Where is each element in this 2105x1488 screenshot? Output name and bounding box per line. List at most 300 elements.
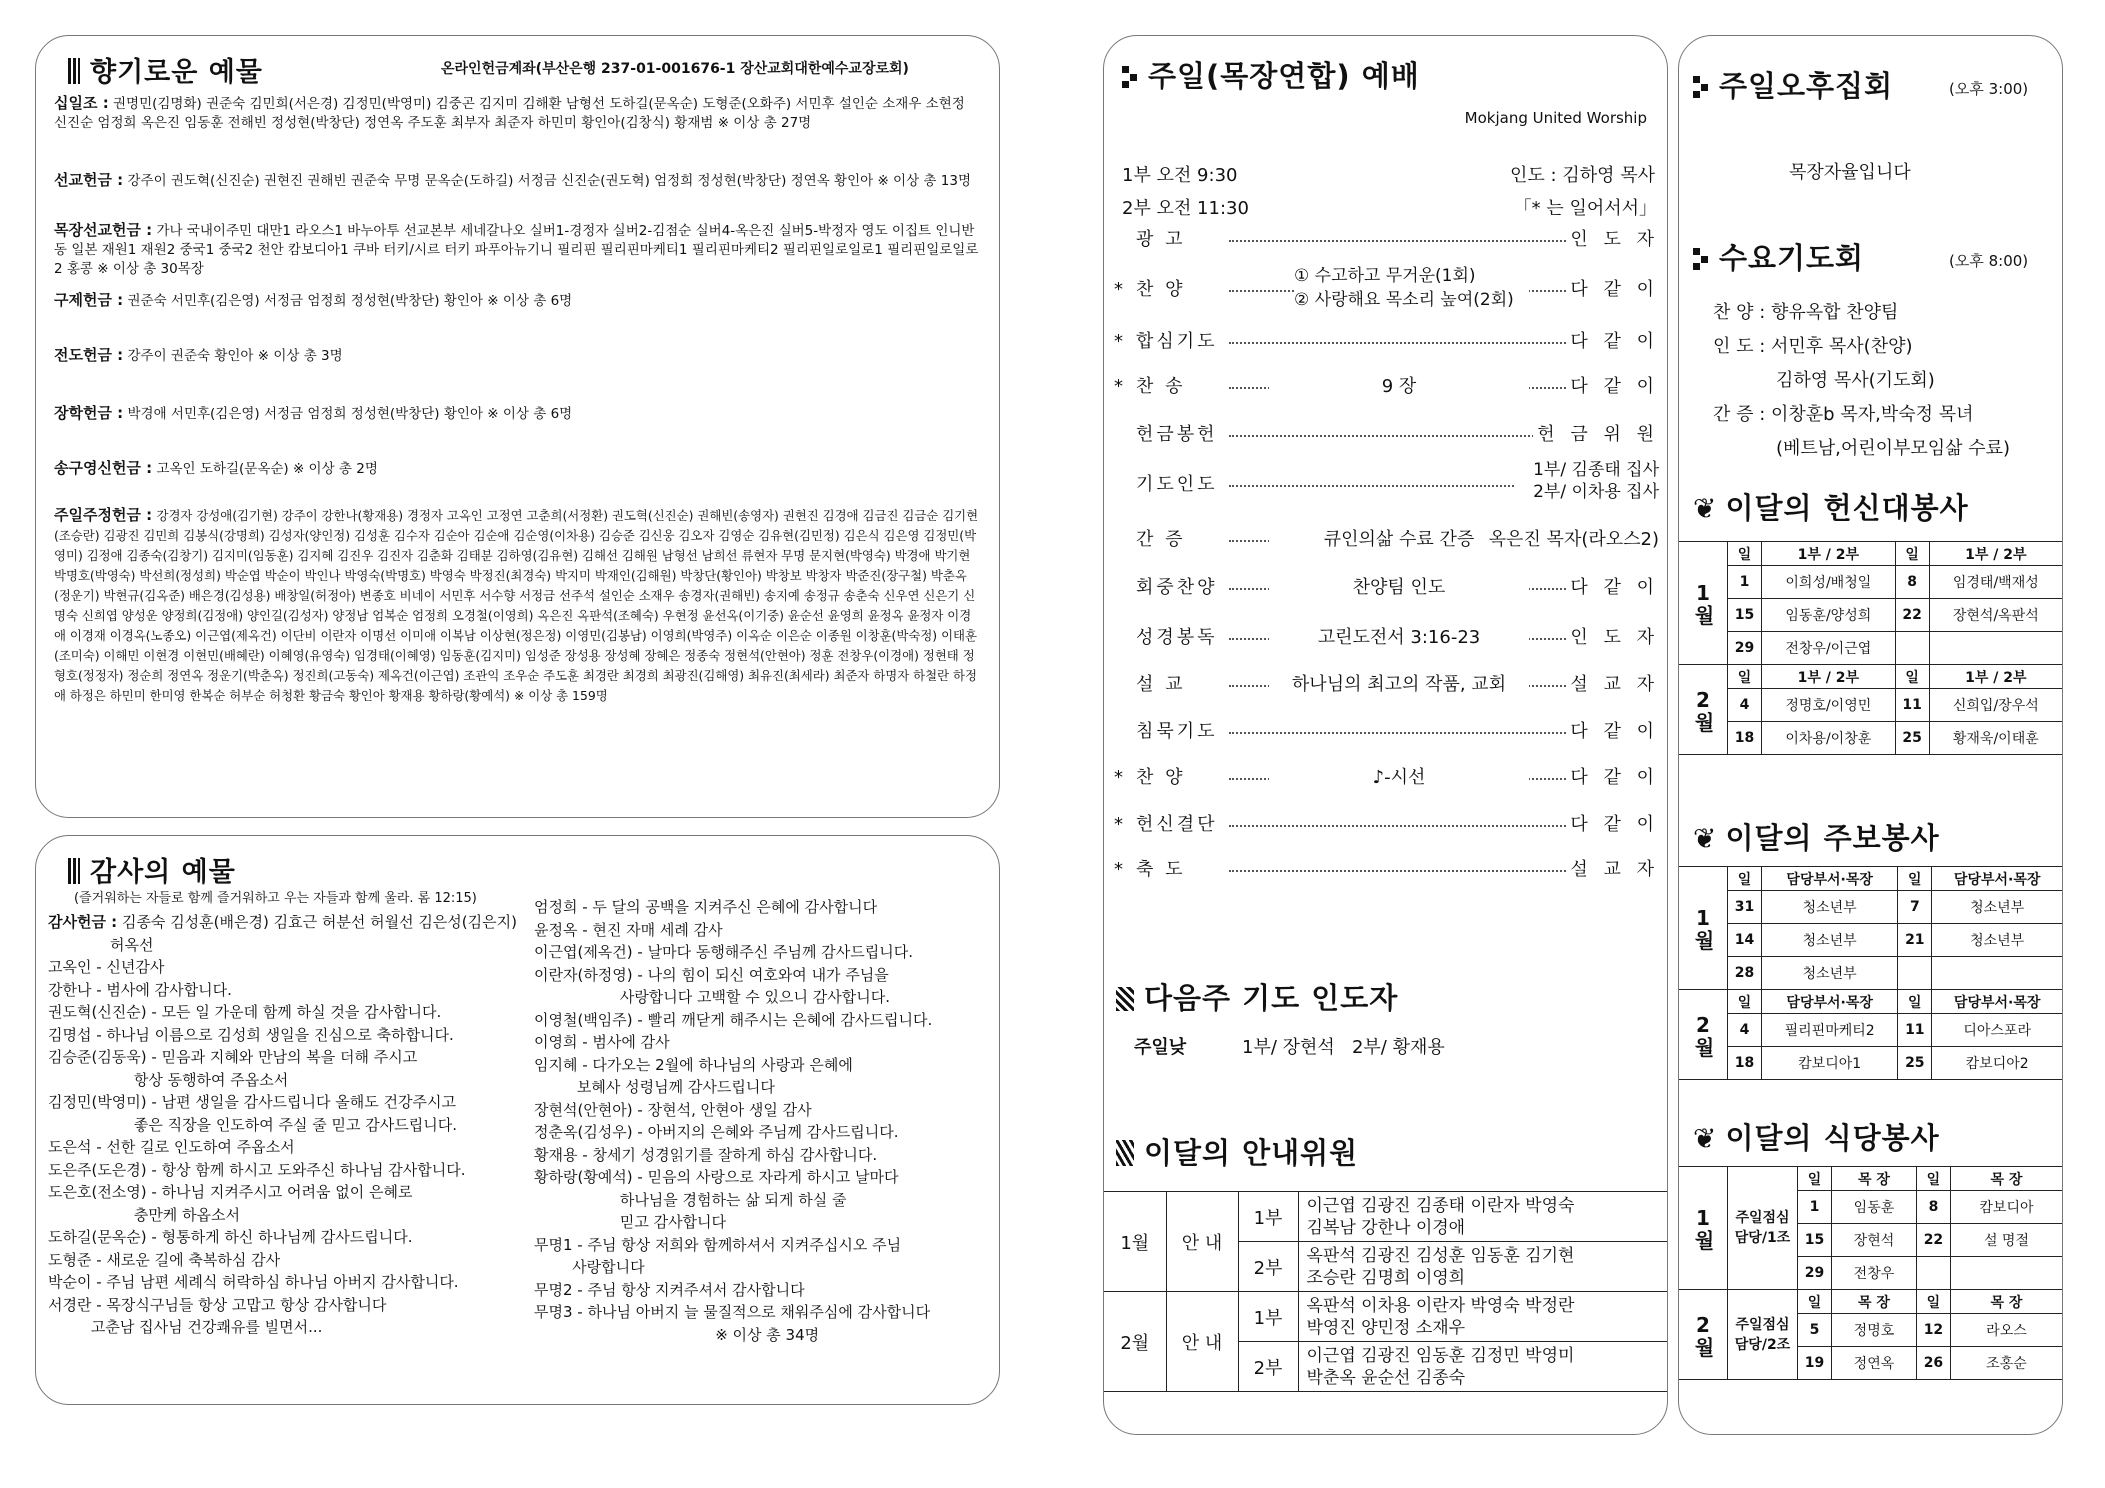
thanks-entry [534,1166,994,1234]
thanks-text: 도은석 - 선한 길로 인도하여 주옵소서 [48,1138,295,1156]
usher-month: 1월 [1104,1192,1166,1292]
thanks-entry [48,1294,518,1339]
header-cell: 일 [1728,990,1762,1014]
wednesday-line: 김하영 목사(기도회) [1713,370,1935,391]
service-item [1114,471,1218,499]
header-cell: 일 [1798,1167,1832,1191]
service-leader: 1부/ 김종태 집사 2부/ 이차용 집사 [1529,459,1659,503]
service-item [1114,811,1218,839]
service-content: ♪-시선 [1269,764,1529,792]
hatch-icon [1116,1140,1134,1166]
dot-leader [1229,342,1569,344]
thanks-entry [48,979,518,1002]
service-row [1114,226,1659,254]
service-content: ① 수고하고 무거운(1회) ② 사랑해요 목소리 높여(2회) [1294,264,1529,312]
service-item [1114,718,1218,746]
afternoon-title: 주일오후집회 [1693,64,1893,105]
table-cell: 31 [1728,891,1762,924]
afternoon-text: 목장자율입니다 [1789,162,1911,183]
service-leader: 인 도 자 [1566,624,1659,652]
table-cell: 29 [1728,632,1762,665]
time-1: 1부 오전 9:30 [1122,165,1238,186]
thanks-entry [48,1136,518,1159]
table-cell: 정명호/이영민 [1762,689,1896,722]
usher-row [1104,1292,1667,1342]
service-name: 찬 송 [1136,376,1186,397]
dot-leader [1229,240,1569,242]
right-panel [1678,35,2063,1435]
table-cell: 황재욱/이태훈 [1929,722,2062,755]
offering-names: 강주이 권준숙 황인아 ※ 이상 총 3명 [127,348,343,364]
thanks-panel [35,835,1000,1405]
table-row [1679,1047,2062,1080]
wednesday-details [1713,296,2010,466]
header-cell: 1부 / 2부 [1762,665,1896,689]
header-cell: 1부 / 2부 [1929,665,2062,689]
service-name: 광 고 [1136,229,1186,250]
hatch-icon [1116,987,1134,1011]
thanks-entry [48,1046,518,1091]
usher-names: 옥판석 김광진 김성훈 임동훈 김기현 조승란 김명희 이영희 [1298,1242,1667,1292]
header-cell: 일 [1898,867,1932,891]
usher-part: 2부 [1238,1242,1298,1292]
thanks-entry [534,919,994,942]
service-item [1114,856,1186,884]
table-cell: 라오스 [1950,1314,2062,1347]
table-cell: 필리핀마케티2 [1762,1014,1898,1047]
header-cell: 목 장 [1950,1290,2062,1314]
table-cell: 임경태/백재성 [1929,566,2062,599]
team-cell [1728,1290,1798,1380]
table-cell: 18 [1728,722,1762,755]
table-cell: 22 [1895,599,1929,632]
thanks-text: 이영철(백임주) - 빨리 깨닫게 해주시는 은혜에 감사드립니다. [534,1010,933,1029]
header-cell: 목 장 [1832,1167,1917,1191]
table-cell: 청소년부 [1762,957,1898,990]
table-cell: 임동훈 [1832,1191,1917,1224]
thanks-text: 무명3 - 하나님 아버지 늘 물질적으로 채워주심에 감사합니다 [534,1303,931,1321]
square-marker-icon [1122,66,1138,88]
leaf-icon: ❦ [1693,1122,1718,1155]
bar-icon [68,858,80,884]
header-cell: 일 [1916,1167,1950,1191]
table-cell: 14 [1728,924,1762,957]
service-name: 침묵기도 [1136,721,1218,742]
header-cell: 일 [1728,542,1762,566]
table-cell: 15 [1798,1224,1832,1257]
usher-part: 1부 [1238,1192,1298,1242]
thanks-text: 도형준 - 새로운 길에 축복하심 감사 [48,1250,281,1269]
table-cell: 25 [1895,722,1929,755]
service-row [1114,266,1659,310]
service-leader: 설 교 자 [1566,856,1659,884]
offering-names: 강경자 강성애(김기현) 강주이 강한나(황재용) 경정자 고옥인 고정연 고춘희(서정환) 권도혁(신진순) 권해빈(송영자) 권현진 김경애 김금진 김금순 김기현(조승란) 김광진 김민희 김봉식(강명희) 김성자(양인정) 김성훈 김수자 김순아 김순애 김순영(이차용) 김승준 김신웅 김오자 김영순 김유현(김민정) 김은식 김은영 김정민(박영미) 김정애 김종숙(김창기) 김지미(임동훈) 김지혜 김진우 김진자 김춘화 김태분 김하영(김유현) 김해선 김해원 남형선 남희선 류현자 무명 문지현(박영숙) 박경애 박기현 박명호(박영숙) 박선희(정성희) 박순엽 박순이 박인나 박영숙(박명호) 박영숙 박정진(최경숙) 박지미 박재인(김해원) 박창단(황인아) 박창보 박창자 박준진(장구철) 박춘옥(정운기) 박현규(김옥준) 배은경(김성용) 배창일(허정아) 변종호 비네이 서민후 서수향 서정금 선주석 설인순 소재우 송경자(권해빈) 송지예 송정규 송춘숙 신우연 신은기 신명숙 신희엽 양성운 양정희(김정애) 양인길(김성자) 양정남 엄복순 엄정희 오경철(이영희) 옥은진 옥판석(조혜숙) 우현정 윤선옥(이기중) 윤순선 윤영희 윤정옥 윤정자 이경애 이경재 이경옥(노종오) 이근엽(제옥건) 이단비 이란자 이명선 이미애 이복남 이상현(정은정) 이영민(김봉남) 이영희(박영주) 이옥순 이은순 이종원 이창훈(박숙정) 이태훈(조미숙) 이해민 이현경 이현민(배혜란) 이혜영(유영숙) 임경태(이혜영) 임동훈(김지미) 임성준 장성용 장성혜 장혜은 정종숙 정현석(안현아) 정훈 전창우(이경애) 정현태 정형호(정정자) 정순희 정연옥 정운기(박춘옥) 정진희(고동숙) 제옥건(이근엽) 조관익 조우순 주도훈 최경란 최경희 최광진(김해영) 최유진(최세라) 최준자 하명자 하철란 하정애 하정은 하민미 한미영 한복순 허부순 허청환 황금숙 황인아 황재용 황하랑(황예석) ※ 이상 총 159명 [54,508,979,703]
service-name: 성경봉독 [1136,627,1218,648]
service-content: 찬양팀 인도 [1269,574,1529,602]
service-row [1114,460,1659,502]
square-marker-icon [1693,248,1709,270]
required-star: * [1114,376,1123,397]
header-cell: 일 [1895,665,1929,689]
offering-names: 고옥인 도하길(문옥순) ※ 이상 총 2명 [156,461,378,477]
service-name: 기도인도 [1136,474,1218,495]
header-cell: 일 [1728,665,1762,689]
header-cell: 목 장 [1832,1290,1917,1314]
bulletin-table [1679,866,2062,1080]
thanks-title: 감사의 예물 [68,850,236,889]
table-cell: 19 [1798,1347,1832,1380]
month-label: 2월 [1691,1312,1715,1357]
worship-panel [1103,35,1668,1435]
thanks-entry [534,1121,994,1144]
table-row [1679,924,2062,957]
thanks-text: 황하랑(황예석) - 믿음의 사랑으로 자라게 하시고 날마다 하나님을 경험하는 삶 되게 하실 줄 믿고 감사합니다 [534,1168,899,1231]
table-cell: 11 [1895,689,1929,722]
month-cell [1679,990,1728,1080]
service-row [1114,624,1659,652]
month-label: 2월 [1691,687,1715,732]
thanks-entry [48,1159,518,1182]
thanks-text: 김종숙 김성훈(배은경) 김효근 허분선 허월선 김은성(김은지) 허옥선 [110,913,517,954]
thanks-text: 이영희 - 범사에 감사 [534,1033,670,1051]
header-cell: 일 [1916,1290,1950,1314]
kitchen-table [1679,1166,2062,1380]
offering-row [54,171,981,191]
table-row [1679,957,2062,990]
table-cell: 정연옥 [1832,1347,1917,1380]
usher-part: 1부 [1238,1292,1298,1342]
service-name: 합심기도 [1136,331,1218,352]
month-label: 2월 [1691,1012,1715,1057]
thanks-entry [534,1099,994,1122]
thanks-text: 김승준(김동욱) - 믿음과 지혜와 만남의 복을 더해 주시고 항상 동행하여 주옵소서 [48,1048,418,1089]
header-cell: 목 장 [1950,1167,2062,1191]
service-row [1114,718,1659,746]
next-prayer-title: 다음주 기도 인도자 [1116,976,1398,1017]
offering-label: 선교헌금 : [54,171,124,189]
usher-names: 이근엽 김광진 김종태 이란자 박영숙 김복남 강한나 이경애 [1298,1192,1667,1242]
thanks-text: 이란자(하정영) - 나의 힘이 되신 여호와여 내가 주님을 사랑합니다 고백할 수 있으니 감사합니다. [534,965,891,1006]
table-cell: 1 [1728,566,1762,599]
kitchen-title: ❦ 이달의 식당봉사 [1693,1121,1940,1155]
month-label: 1월 [1691,906,1715,950]
offering-label: 구제헌금 : [54,291,124,309]
usher-names: 옥판석 이차용 이란자 박영숙 박정란 박영진 양민정 소재우 [1298,1292,1667,1342]
service-leader: 다 같 이 [1566,764,1659,792]
table-cell: 임동훈/양성희 [1762,599,1896,632]
team-name: 주일점심 [1735,1316,1790,1333]
month-cell [1679,1290,1728,1380]
required-star: * [1114,859,1123,880]
header-cell: 담당부서·목장 [1932,990,2062,1014]
table-cell: 정명호 [1832,1314,1917,1347]
offering-label: 송구영신헌금 : [54,459,153,477]
service-row [1114,764,1659,792]
table-cell [1898,957,1932,990]
afternoon-time: (오후 3:00) [1949,80,2029,98]
table-cell: 28 [1728,957,1762,990]
offering-row [54,94,981,133]
service-row [1114,373,1659,401]
thanks-entry [48,1024,518,1047]
service-leader: 헌 금 위 원 [1533,421,1659,449]
table-header-row [1679,665,2062,689]
header-cell: 1부 / 2부 [1762,542,1896,566]
offering-names: 박경애 서민후(김은영) 서정금 엄정희 정성현(박창단) 황인아 ※ 이상 총 6명 [127,406,573,422]
service-leader: 다 같 이 [1566,718,1659,746]
service-name: 간 증 [1136,529,1186,550]
service-row [1114,421,1659,449]
month-label: 1월 [1691,581,1715,625]
worship-subtitle: Mokjang United Worship [1464,109,1647,127]
required-star: * [1114,279,1123,300]
table-cell: 4 [1728,689,1762,722]
team-cell [1728,1167,1798,1290]
service-name: 회중찬양 [1136,577,1218,598]
service-item [1114,671,1186,699]
thanks-text: 김명섭 - 하나님 이름으로 김성희 생일을 진심으로 축하합니다. [48,1025,454,1044]
table-cell: 21 [1898,924,1932,957]
service-leader: 다 같 이 [1566,373,1659,401]
wednesday-line: (베트남,어린이부모임삶 수료) [1713,438,2011,459]
usher-role: 안 내 [1166,1292,1238,1392]
table-cell: 전창우 [1832,1257,1917,1290]
thanks-text: 임지혜 - 다가오는 2월에 하나님의 사랑과 은혜에 보혜사 성령님께 감사드립니다 [534,1055,853,1096]
service-name: 축 도 [1136,859,1186,880]
bulletin-title: ❦ 이달의 주보봉사 [1693,821,1940,855]
thanks-text: 황재용 - 창세기 성경읽기를 잘하게 하심 감사합니다. [534,1145,878,1164]
thanks-text: 무명2 - 주님 항상 지켜주셔서 감사합니다 [534,1280,805,1299]
dot-leader [1229,870,1569,872]
required-star: * [1114,331,1123,352]
ushers-title: 이달의 안내위원 [1116,1131,1358,1172]
thanks-entry [534,1301,994,1324]
thanks-entry [534,1144,994,1167]
leaf-icon: ❦ [1693,492,1718,525]
service-item [1114,276,1186,304]
service-row [1114,574,1659,602]
table-cell: 이희성/배청일 [1762,566,1896,599]
header-cell: 일 [1798,1290,1832,1314]
thanks-entry [534,1054,994,1099]
table-cell [1932,957,2062,990]
dot-leader [1229,732,1569,734]
usher-names: 이근엽 김광진 임동훈 김정민 박영미 박춘옥 윤순선 김종숙 [1298,1342,1667,1392]
table-header-row [1679,542,2062,566]
header-cell: 일 [1898,990,1932,1014]
ushers-table [1104,1191,1667,1392]
offering-row [54,346,981,366]
month-cell [1679,665,1728,755]
required-star: * [1114,814,1123,835]
team-group: 담당/1조 [1734,1230,1791,1246]
offering-label: 주일주정헌금 : [54,506,153,524]
table-row [1679,1014,2062,1047]
dot-leader [1229,435,1569,437]
offering-names: 강주이 권도혁(신진순) 권현진 권해빈 권준숙 무명 문옥순(도하길) 서정금 신진순(권도혁) 엄정희 정성현(박창단) 정연옥 황인아 ※ 이상 총 13명 [127,173,971,189]
thanks-verse: (즐거워하는 자들로 함께 즐거워하고 우는 자들과 함께 울라. 롬 12:15) [74,891,477,906]
offering-row [54,221,981,279]
month-cell [1679,542,1728,665]
thanks-text: 이근엽(제옥건) - 날마다 동행해주신 주님께 감사드립니다. [534,943,913,961]
service-leader: 다 같 이 [1566,328,1659,356]
devotion-title: ❦ 이달의 헌신대봉사 [1693,491,1969,525]
table-cell [1929,632,2062,665]
table-cell: 25 [1898,1047,1932,1080]
service-content: 큐인의삶 수료 간증 [1269,526,1529,554]
wednesday-line: 간 증 : 이창훈b 목자,박숙정 목녀 [1713,404,1974,425]
offering-names: 권명민(김명화) 권준숙 김민희(서은경) 김정민(박영미) 김중곤 김지미 김해환 남형선 도하길(문옥순) 도형준(오화주) 서민후 설인순 소재우 소현정 신진순 엄정희 옥은진 임동훈 전해빈 정성현(박창단) 정연옥 주도훈 최부자 최준자 하민미 황인아(김창식) 황재범 ※ 이상 총 27명 [54,96,965,131]
table-cell: 8 [1916,1191,1950,1224]
thanks-entry [534,1324,994,1347]
next-prayer-value: 1부/ 장현석 2부/ 황재용 [1242,1037,1445,1058]
table-cell [1895,632,1929,665]
table-cell: 12 [1916,1314,1950,1347]
table-cell [1916,1257,1950,1290]
table-cell: 29 [1798,1257,1832,1290]
offering-names: 가나 국내이주민 대만1 라오스1 바누아투 선교본부 세네갈나오 실버1-경정자 실버2-김점순 실버4-옥은진 실버5-박정자 영도 이집트 인니반동 일본 재원1 재원2 중국1 중국2 천안 캄보디아1 쿠바 터키/시르 터키 파푸아뉴기니 필리핀 필리핀마케티1 필리핀마케티2 필리핀일로일로1 필리핀일로일로2 홍콩 ※ 이상 총 30목장 [54,223,979,277]
thanks-text: 도은호(전소영) - 하나님 지켜주시고 어려움 없이 은혜로 충만케 하옵소서 [48,1183,413,1224]
service-row [1114,856,1659,884]
usher-row [1104,1192,1667,1242]
table-cell: 신희입/장우석 [1929,689,2062,722]
table-cell: 설 명절 [1950,1224,2062,1257]
service-row [1114,526,1659,554]
thanks-text: 서경란 - 목장식구님들 항상 고맙고 항상 감사합니다 고춘남 집사님 건강쾌유를 빌면서... [48,1295,387,1336]
table-cell [1950,1257,2062,1290]
thanks-text: 김정민(박영미) - 남편 생일을 감사드립니다 올해도 건강주시고 좋은 직장을 인도하여 주실 줄 믿고 감사드립니다. [48,1093,458,1134]
header-cell: 담당부서·목장 [1762,990,1898,1014]
table-cell: 청소년부 [1932,891,2062,924]
thanks-entry [534,1031,994,1054]
service-item [1114,373,1186,401]
thanks-text: 장현석(안현아) - 장현석, 안현아 생일 감사 [534,1100,812,1119]
offering-label: 전도헌금 : [54,346,124,364]
service-leader: 옥은진 목자(라오스2) [1485,526,1659,554]
service-name: 찬 양 [1136,767,1186,788]
next-prayer-label: 주일낮 [1134,1037,1187,1058]
service-item [1114,574,1218,602]
header-cell: 일 [1895,542,1929,566]
thanks-text: 윤정옥 - 현진 자매 세례 감사 [534,920,723,939]
offering-label: 장학헌금 : [54,404,124,422]
service-item [1114,764,1186,792]
table-cell: 1 [1798,1191,1832,1224]
service-leader: 다 같 이 [1566,276,1659,304]
table-header-row [1679,1167,2062,1191]
service-content: 하나님의 최고의 작품, 교회 [1269,671,1529,699]
offering-row [54,291,981,311]
table-row [1679,722,2062,755]
table-cell: 청소년부 [1762,924,1898,957]
table-cell: 5 [1798,1314,1832,1347]
team-name: 주일점심 [1735,1210,1790,1226]
offering-row [54,459,981,479]
table-cell: 7 [1898,891,1932,924]
thanks-entry [48,1271,518,1294]
standing-note: 「* 는 일어서서」 [1513,198,1657,219]
thanks-entry [534,1234,994,1279]
table-row [1679,632,2062,665]
thanks-text: 도은주(도은경) - 항상 함께 하시고 도와주신 하나님 감사합니다. [48,1160,466,1179]
month-cell [1679,1167,1728,1290]
table-cell: 캄보디아2 [1932,1047,2062,1080]
service-name: 헌금봉헌 [1136,424,1218,445]
service-leader: 다 같 이 [1566,811,1659,839]
offering-label: 십일조 : [54,94,109,112]
table-cell: 11 [1898,1014,1932,1047]
service-name: 찬 양 [1136,279,1186,300]
table-cell: 18 [1728,1047,1762,1080]
thanks-entry [48,956,518,979]
month-cell [1679,867,1728,990]
wednesday-line: 인 도 : 서민후 목사(찬양) [1713,336,1913,357]
service-row [1114,328,1659,356]
online-account: 온라인헌금계좌(부산은행 237-01-001676-1 장산교회대한예수교장로회) [441,61,909,77]
thanks-text: 권도혁(신진순) - 모든 일 가운데 함께 하실 것을 감사합니다. [48,1003,442,1021]
thanks-entry [48,1249,518,1272]
service-item [1114,624,1218,652]
thanks-entry [48,1001,518,1024]
thanks-text: 엄정희 - 두 달의 공백을 지켜주신 은혜에 감사합니다 [534,898,878,916]
thanks-entry [48,1091,518,1136]
thanks-text: 도하길(문옥순) - 형통하게 하신 하나님께 감사드립니다. [48,1228,413,1246]
offering-row [54,404,981,424]
square-marker-icon [1693,76,1709,98]
header-cell: 일 [1728,867,1762,891]
table-cell: 22 [1916,1224,1950,1257]
worship-title: 주일(목장연합) 예배 [1122,54,1420,95]
service-name: 설 교 [1136,674,1186,695]
header-cell: 담당부서·목장 [1932,867,2062,891]
table-row [1679,689,2062,722]
usher-role: 안 내 [1166,1192,1238,1292]
team-group: 담당/2조 [1734,1336,1791,1353]
thanks-text: 고옥인 - 신년감사 [48,958,165,976]
thanks-entry [48,911,518,956]
service-item [1114,328,1218,356]
thanks-entry [48,1226,518,1249]
service-leader: 인 도 자 [1566,226,1659,254]
thanks-entry [534,941,994,964]
table-row [1679,599,2062,632]
service-item [1114,421,1218,449]
table-cell: 조홍순 [1950,1347,2062,1380]
wednesday-title: 수요기도회 [1693,236,1864,277]
leaf-icon: ❦ [1693,822,1718,855]
offering-label: 목장선교헌금 : [54,221,153,239]
header-cell: 1부 / 2부 [1929,542,2062,566]
service-leader: 다 같 이 [1566,574,1659,602]
service-item [1114,226,1186,254]
wednesday-line: 찬 양 : 향유옥합 찬양팀 [1713,302,1899,323]
thanks-text: ※ 이상 총 34명 [534,1325,820,1344]
table-header-row [1679,867,2062,891]
table-cell: 디아스포라 [1932,1014,2062,1047]
table-header-row [1679,1290,2062,1314]
month-label: 1월 [1691,1206,1715,1250]
thanks-entry [48,1181,518,1226]
table-cell: 청소년부 [1932,924,2062,957]
table-cell: 전창우/이근엽 [1762,632,1896,665]
service-row [1114,811,1659,839]
service-item [1114,526,1186,554]
thanks-entry [534,964,994,1009]
offering-row [54,506,981,706]
table-cell: 캄보디아 [1950,1191,2062,1224]
service-name: 헌신결단 [1136,814,1218,835]
bar-icon [68,58,80,84]
